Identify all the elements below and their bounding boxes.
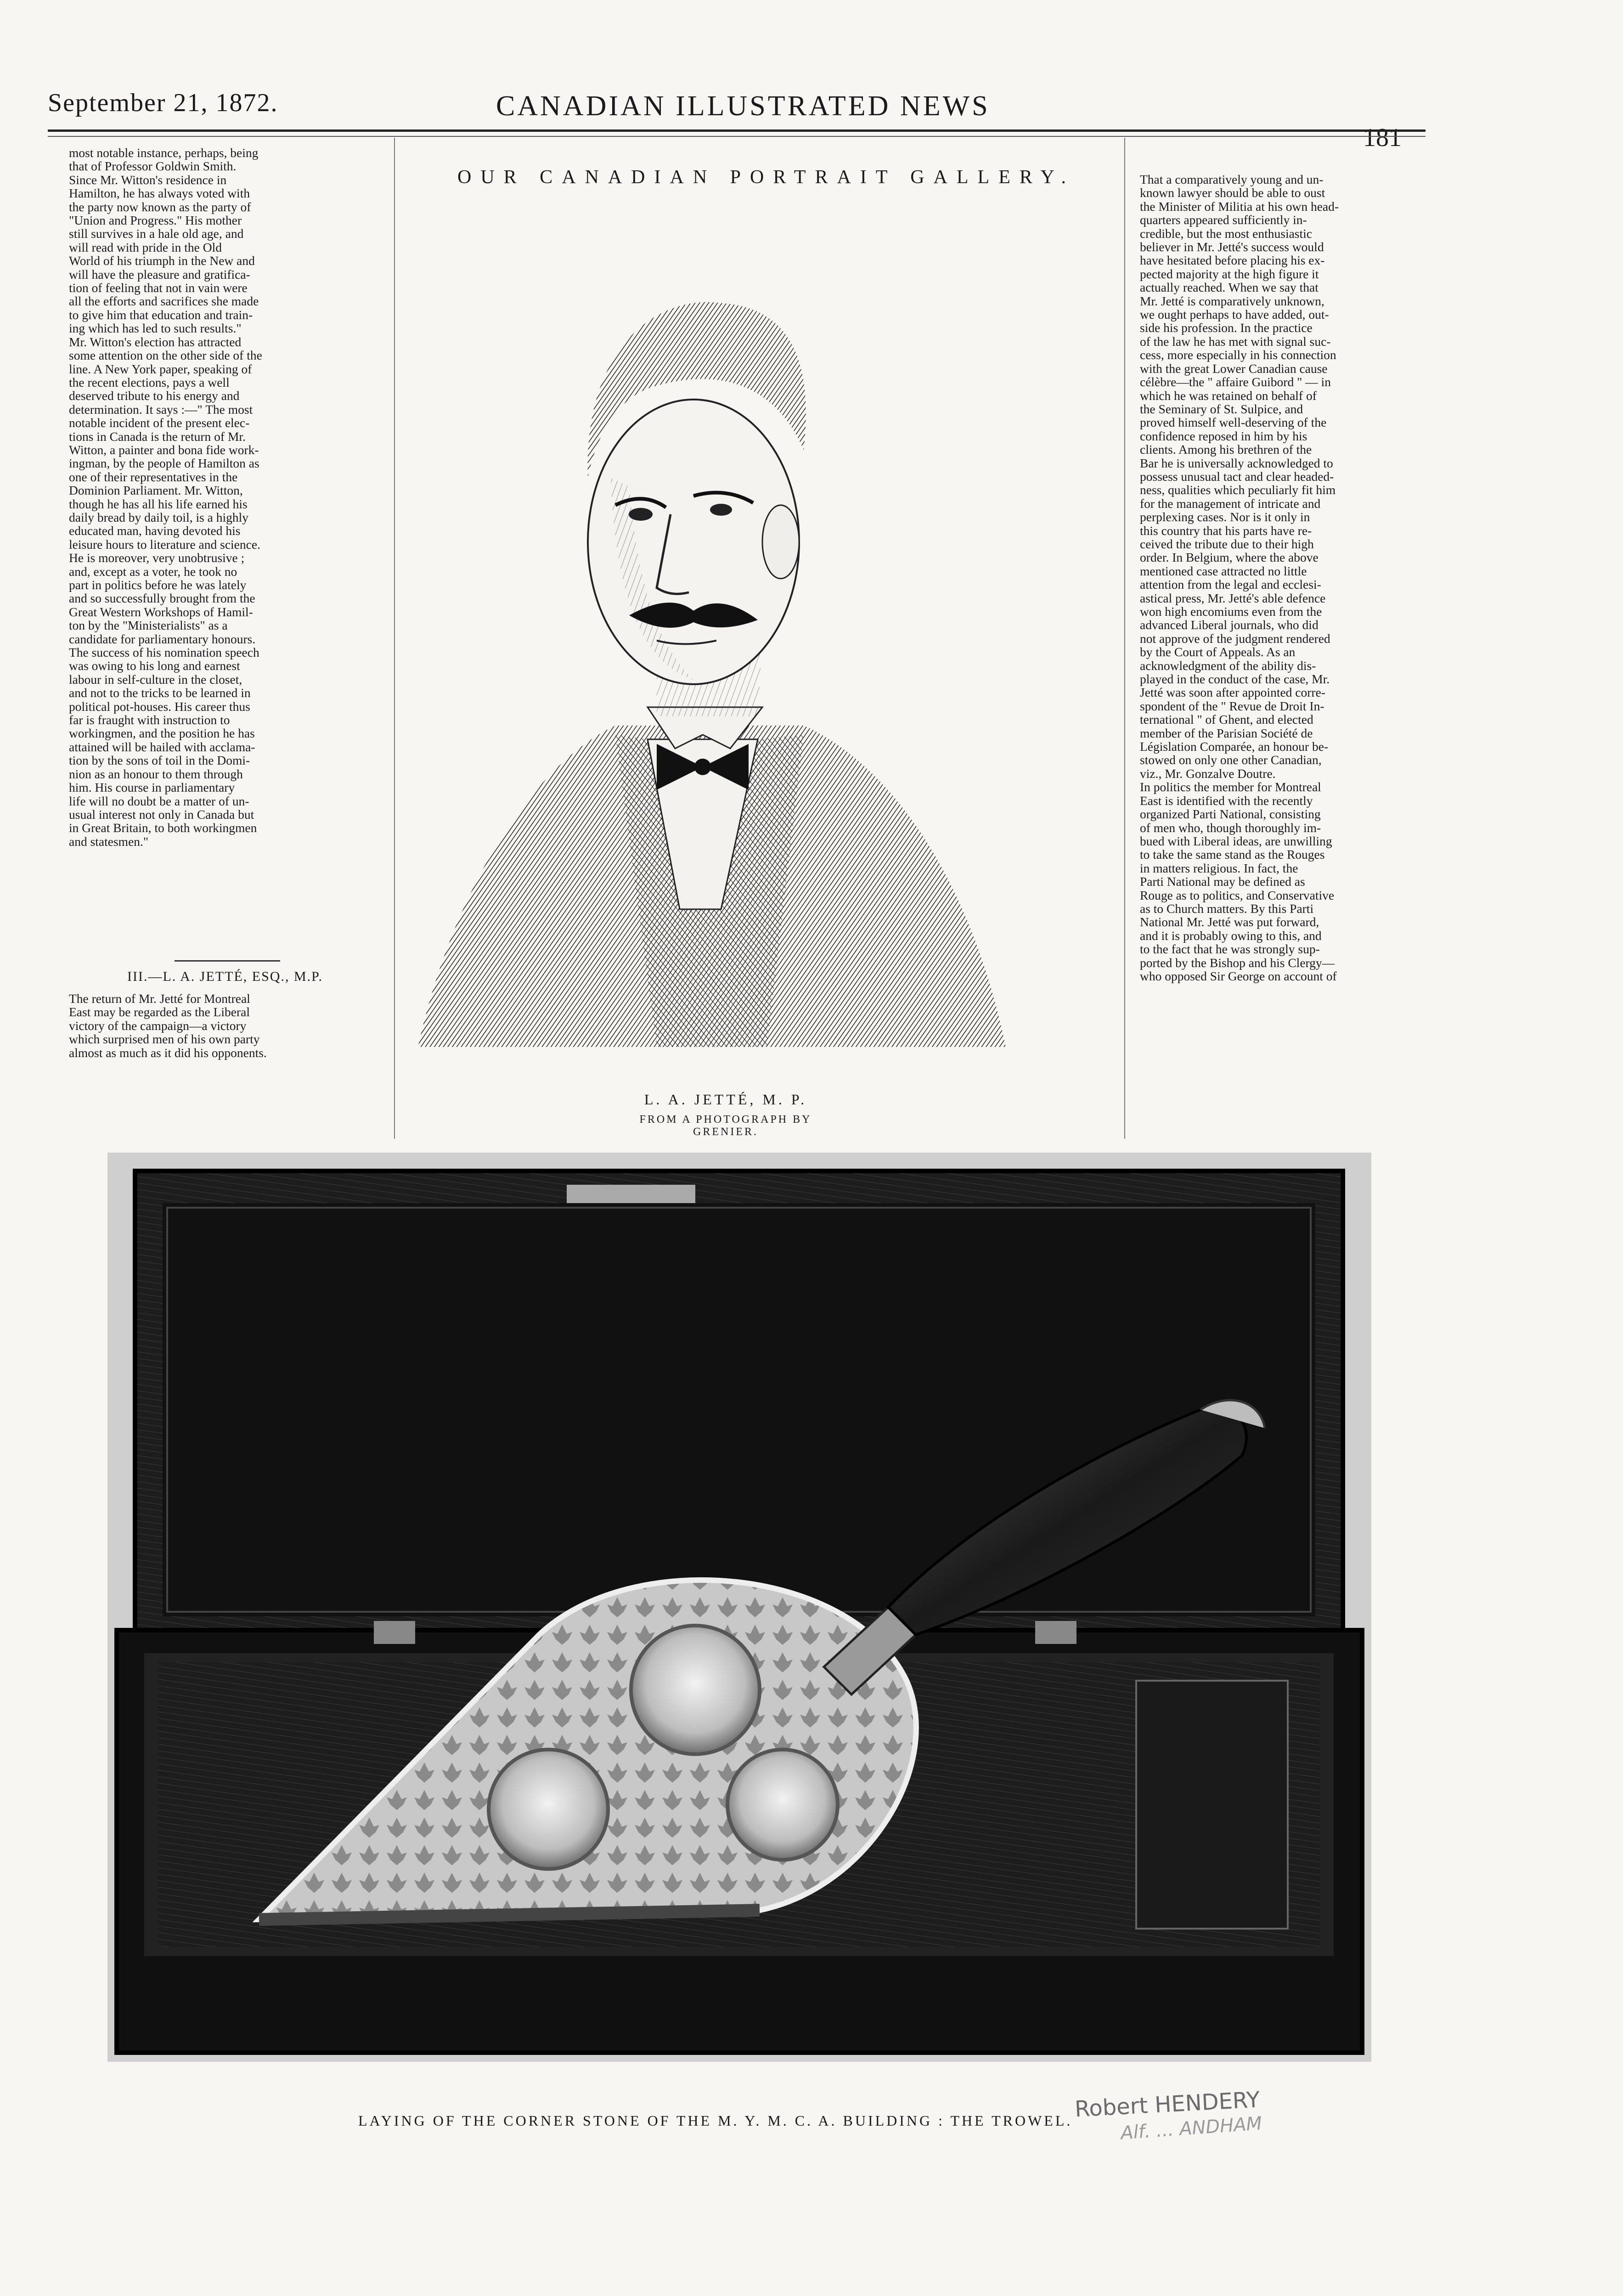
portrait-engraving xyxy=(400,193,1020,1056)
handwritten-annotation: Robert HENDERY xyxy=(1074,2087,1261,2122)
issue-date: September 21, 1872. xyxy=(48,89,278,117)
publication-title: CANADIAN ILLUSTRATED NEWS xyxy=(496,90,990,122)
handwritten-annotation-faded: Alf. ... ANDHAM xyxy=(1120,2113,1263,2144)
left-column-article: most notable instance, perhaps, being that of Professor Goldwin Smith. Since Mr. Witton's residence in Hamilton, he has always voted with the party now known as the party of "Union and Progress." His mother still survives in a hale old age, and will read with pride in the Old World of his triumph in the New and will have the pleasure and gratifica- tion of feeling that not in vain were all the efforts and sacrifices she made to give him that education and train- ing which has led to such results." Mr. Witton's election has attracted some attention on the other side of the line. A New York paper, speaking of the recent elections, pays a well deserved tribute to his energy and determination. It says :—" The most notable incident of the present elec- tions in Canada is the return of Mr. Witton, a painter and bona fide work- ingman, by the people of Hamilton as one of their representatives in the Dominion Parliament. Mr. Witton, though he has all his life earned his daily bread by daily toil, is a highly educated man, having devoted his leisure hours to literature and science. He is moreover, very unobtrusive ; and, except as a voter, he took no part in politics before he was lately and so successfully brought from the Great Western Workshops of Hamil- ton by the "Ministerialists" as a candidate for parliamentary honours. The success of his nomination speech was owing to his long and earnest labour in self-culture in the closet, and not to the tricks to be learned in political pot-houses. His career thus far is fraught with instruction to workingmen, and the position he has attained will be hailed with acclama- tion by the sons of toil in the Domi- nion as an honour to them through him. His course in parliamentary life will no doubt be a matter of un- usual interest not only in Canada but in Great Britain, to both workingmen and statesmen." xyxy=(69,146,262,849)
header-rule xyxy=(48,129,1426,132)
gallery-title: OUR CANADIAN PORTRAIT GALLERY. xyxy=(457,167,1075,188)
right-column-article: That a comparatively young and un- known lawyer should be able to oust the Minister of Militia at his own head- quarters appeared sufficiently in- credible, but the most enthusiastic believer in Mr. Jetté's success would have hesitated before placing his ex- pected majority at the high figure it actually reached. When we say that Mr. Jetté is comparatively unknown, we ought perhaps to have added, out- side his profession. In the practice of the law he has met with signal suc- cess, more especially in his connection with the great Lower Canadian cause célèbre—the " affaire Guibord " — in which he was retained on behalf of the Seminary of St. Sulpice, and proved himself well-deserving of the confidence reposed in him by his clients. Among his brethren of the Bar he is universally acknowledged to possess unusual tact and clear headed- ness, qualities which peculiarly fit him for the management of intricate and perplexing cases. Nor is it only in this country that his parts have re- ceived the tribute due to their high order. In Belgium, where the above mentioned case attracted no little attention from the legal and ecclesi- astical press, Mr. Jetté's able defence won high encomiums even from the advanced Liberal journals, who did not approve of the judgment rendered by the Court of Appeals. As an acknowledgment of the ability dis- played in the conduct of the case, Mr. Jetté was soon after appointed corre- spondent of the " Revue de Droit In- ternational " of Ghent, and elected member of the Parisian Société de Législation Comparée, an honour be- stowed on only one other Canadian, viz., Mr. Gonzalve Doutre. In politics the member for Montreal East is identified with the recently organized Parti National, consisting of men who, though thoroughly im- bued with Liberal ideas, are unwilling to take the same stand as the Rouges in matters religious. In fact, the Parti National may be defined as Rouge as to politics, and Conservative as to Church matters. By this Parti National Mr. Jetté was put forward, and it is probably owing to this, and to the fact that he was strongly sup- ported by the Bishop and his Clergy— who opposed Sir George on account of xyxy=(1140,172,1339,983)
header-rule-thin xyxy=(48,136,1426,137)
column-divider-right xyxy=(1124,138,1125,1139)
section-separator xyxy=(175,960,280,962)
trowel-case-engraving xyxy=(107,1153,1371,2062)
column-divider-left xyxy=(394,138,395,1139)
left-column-article-continued: The return of Mr. Jetté for Montreal East may be regarded as the Liberal victory of the campaign—a victory which surprised men of his own party almost as much as it did his opponents. xyxy=(69,991,267,1060)
portrait-caption: L. A. JETTÉ, M. P. xyxy=(644,1091,807,1108)
trowel-caption: LAYING OF THE CORNER STONE OF THE M. Y. M. C. A. BUILDING : THE TROWEL. xyxy=(358,2112,1073,2129)
section-heading: III.—L. A. JETTÉ, ESQ., M.P. xyxy=(127,969,323,984)
portrait-source-credit: FROM A PHOTOGRAPH BY GRENIER. xyxy=(639,1114,812,1138)
page-number: 181 xyxy=(1363,124,1402,152)
